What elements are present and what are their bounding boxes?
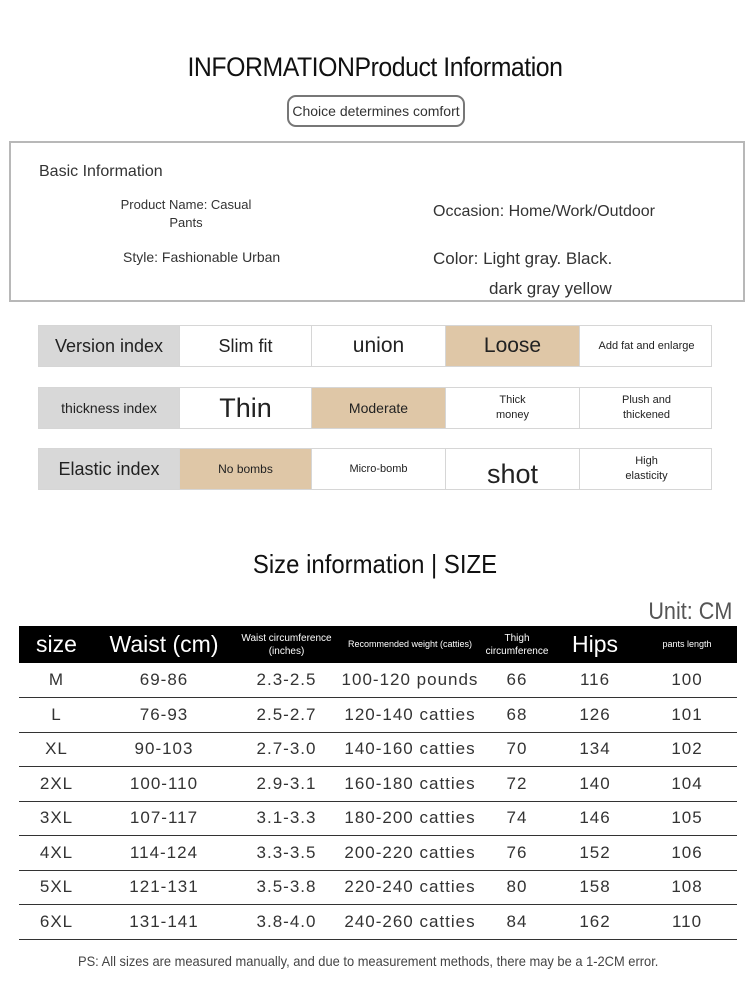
- index-option: Micro-bomb: [312, 449, 446, 489]
- table-cell: 2XL: [19, 767, 94, 802]
- table-row: [19, 801, 737, 836]
- table-cell: 6XL: [19, 905, 94, 940]
- table-cell: 146: [553, 801, 637, 836]
- table-cell: 240-260 catties: [339, 905, 481, 940]
- table-cell: 116: [553, 663, 637, 698]
- column-header: Waist circumference (inches): [234, 626, 339, 663]
- table-cell: 3XL: [19, 801, 94, 836]
- table-cell: 100: [637, 663, 737, 698]
- column-header: pants length: [637, 626, 737, 663]
- table-cell: 114-124: [94, 836, 234, 871]
- table-cell: 72: [481, 767, 553, 802]
- basic-info-title: Basic Information: [39, 163, 163, 180]
- table-cell: 152: [553, 836, 637, 871]
- table-cell: 140-160 catties: [339, 732, 481, 767]
- table-cell: 66: [481, 663, 553, 698]
- product-name: [111, 196, 261, 232]
- table-cell: 120-140 catties: [339, 698, 481, 733]
- column-header: Recommended weight (catties): [339, 626, 481, 663]
- table-cell: 3.3-3.5: [234, 836, 339, 871]
- table-cell: 102: [637, 732, 737, 767]
- index-option: Plush and thickened: [622, 394, 671, 421]
- table-cell: 105: [637, 801, 737, 836]
- table-cell: 2.7-3.0: [234, 732, 339, 767]
- product-name-line1: Product Name: Casual: [120, 197, 252, 212]
- version-index-row: [38, 325, 712, 367]
- table-cell: 69-86: [94, 663, 234, 698]
- table-cell: 76: [481, 836, 553, 871]
- index-label: Version index: [39, 326, 180, 366]
- index-option: Add fat and enlarge: [598, 339, 695, 352]
- table-cell: 5XL: [19, 870, 94, 905]
- index-option: union: [312, 326, 446, 366]
- table-cell: 2.3-2.5: [234, 663, 339, 698]
- table-row: [19, 732, 737, 767]
- table-cell: 84: [481, 905, 553, 940]
- size-table-header: [19, 626, 737, 663]
- table-cell: 131-141: [94, 905, 234, 940]
- table-cell: 2.9-3.1: [234, 767, 339, 802]
- color-label-line2: dark gray yellow: [489, 279, 612, 298]
- basic-information-panel: [9, 141, 745, 302]
- column-header: Thigh circumference: [481, 626, 553, 663]
- table-cell: 134: [553, 732, 637, 767]
- product-name-line2: Pants: [169, 215, 203, 230]
- table-row: [19, 836, 737, 871]
- index-option-selected: No bombs: [180, 449, 312, 489]
- table-row: [19, 870, 737, 905]
- table-cell: 106: [637, 836, 737, 871]
- table-cell: 220-240 catties: [339, 870, 481, 905]
- table-cell: 107-117: [94, 801, 234, 836]
- column-header: Waist (cm): [94, 626, 234, 663]
- index-option-selected: Moderate: [312, 388, 446, 428]
- table-cell: 101: [637, 698, 737, 733]
- table-cell: XL: [19, 732, 94, 767]
- table-cell: 158: [553, 870, 637, 905]
- table-cell: 90-103: [94, 732, 234, 767]
- table-cell: 108: [637, 870, 737, 905]
- table-cell: 3.8-4.0: [234, 905, 339, 940]
- size-table: [19, 626, 737, 940]
- table-cell: 4XL: [19, 836, 94, 871]
- table-cell: L: [19, 698, 94, 733]
- table-row: [19, 767, 737, 802]
- style-label: Style: Fashionable Urban: [123, 249, 281, 265]
- index-option: High elasticity: [625, 455, 668, 482]
- index-option-selected: Loose: [446, 326, 580, 366]
- index-option: Slim fit: [180, 326, 312, 366]
- index-label: thickness index: [39, 388, 180, 428]
- table-cell: 121-131: [94, 870, 234, 905]
- size-section-title: Size information | SIZE: [252, 549, 498, 579]
- index-option: Thick money: [446, 388, 580, 428]
- table-row: [19, 905, 737, 940]
- table-cell: 3.1-3.3: [234, 801, 339, 836]
- table-cell: 76-93: [94, 698, 234, 733]
- table-cell: 100-120 pounds: [339, 663, 481, 698]
- thickness-index-row: [38, 387, 712, 429]
- table-cell: 68: [481, 698, 553, 733]
- table-cell: 104: [637, 767, 737, 802]
- table-cell: 110: [637, 905, 737, 940]
- table-cell: 200-220 catties: [339, 836, 481, 871]
- measurement-note: PS: All sizes are measured manually, and due to measurement methods, there may be a 1-2CM error.: [78, 953, 659, 969]
- occasion-label: Occasion: Home/Work/Outdoor: [433, 203, 656, 220]
- table-row: [19, 663, 737, 698]
- table-cell: 126: [553, 698, 637, 733]
- column-header: Hips: [553, 626, 637, 663]
- index-option: Thin: [180, 388, 312, 428]
- table-cell: 80: [481, 870, 553, 905]
- elastic-index-row: [38, 448, 712, 490]
- index-option: shot: [446, 449, 580, 489]
- table-cell: 74: [481, 801, 553, 836]
- table-cell: 2.5-2.7: [234, 698, 339, 733]
- table-cell: 140: [553, 767, 637, 802]
- unit-label: Unit: CM: [647, 598, 732, 625]
- table-cell: M: [19, 663, 94, 698]
- table-row: [19, 698, 737, 733]
- column-header: size: [19, 626, 94, 663]
- table-cell: 3.5-3.8: [234, 870, 339, 905]
- page-title: INFORMATIONProduct Information: [187, 52, 563, 82]
- table-cell: 180-200 catties: [339, 801, 481, 836]
- table-cell: 160-180 catties: [339, 767, 481, 802]
- table-cell: 162: [553, 905, 637, 940]
- table-cell: 70: [481, 732, 553, 767]
- index-label: Elastic index: [39, 449, 180, 489]
- tagline-badge: Choice determines comfort: [287, 95, 465, 127]
- table-cell: 100-110: [94, 767, 234, 802]
- color-label-line1: Color: Light gray. Black.: [433, 249, 613, 268]
